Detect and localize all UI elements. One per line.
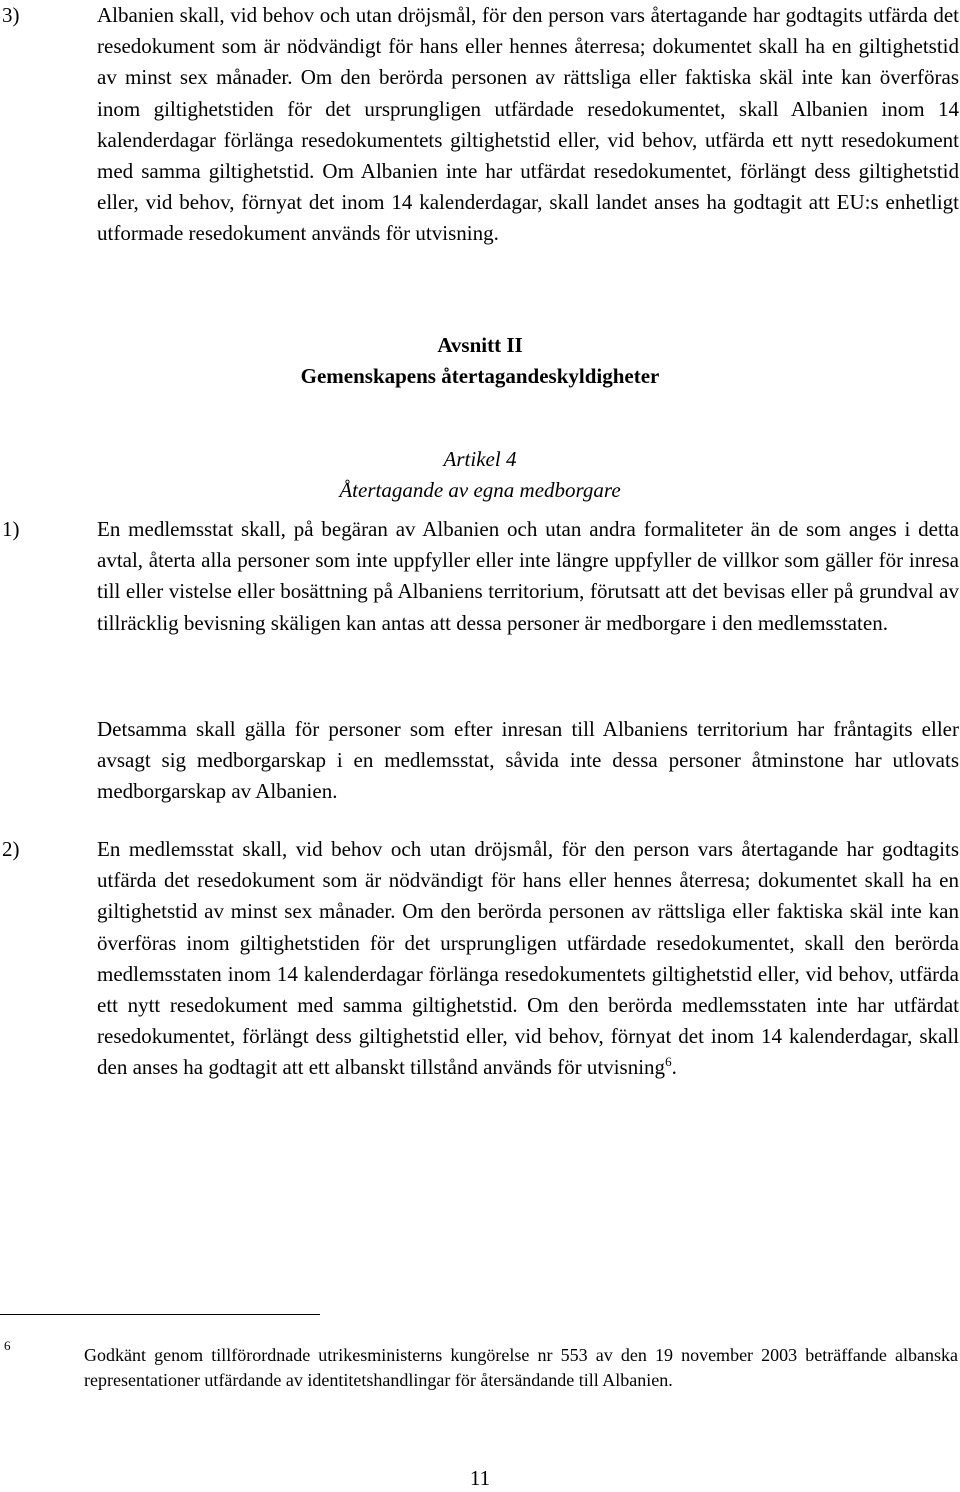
article-subtitle: Återtagande av egna medborgare <box>339 478 621 502</box>
item-number: 2) <box>2 837 20 861</box>
item-text-body: En medlemsstat skall, vid behov och utan dröjsmål, för den person vars återtagande har godtagits utfärda det resedokument som är nödvändigt för hans eller hennes återresa; dokumentet skall ha en giltighetstid av minst sex månader. Om den berörda personen av rättsliga eller faktiska skäl inte kan överföras inom giltighetstiden för det ursprungligen utfärdade resedokumentet, skall den berörda medlemsstaten inom 14 kalenderdagar förlänga resedokumentets giltighetstid eller, vid behov, utfärda ett nytt resedokument med samma giltighetstid. Om den berörda medlemsstaten inte har utfärdat resedokumentet, förlängt dess giltighetstid eller, vid behov, förnyat det inom 14 kalenderdagar, skall den anses ha godtagit att ett albanskt tillstånd används för utvisning <box>97 837 959 1080</box>
item-number: 3) <box>2 3 20 27</box>
item-text-end: . <box>671 1055 677 1080</box>
article-title: Artikel 4 <box>443 447 517 471</box>
footnote-number: 6 <box>4 1338 11 1353</box>
item-number: 1) <box>2 517 20 541</box>
item-text <box>97 834 959 1084</box>
item-text-2: Detsamma skall gälla för personer som efter inresan till Albaniens territorium har fråntagits eller avsagt sig medborgarskap i en medlemsstat, såvida inte dessa personer åtminstone har utlovats medborgarskap av Albanien. <box>97 717 959 804</box>
footnote-divider <box>0 1314 320 1315</box>
section-title: Avsnitt II <box>437 333 523 357</box>
section-subtitle: Gemenskapens återtagandeskyldigheter <box>300 364 660 388</box>
item-text: Albanien skall, vid behov och utan dröjsmål, för den person vars återtagande har godtagits utfärda det resedokument som är nödvändigt för hans eller hennes återresa; dokumentet skall ha en giltighetstid av minst sex månader. Om den berörda personen av rättsliga eller faktiska skäl inte kan överföras inom giltighetstiden för det ursprungligen utfärdade resedokumentet, skall Albanien inom 14 kalenderdagar förlänga resedokumentets giltighetstid eller, vid behov, utfärda ett nytt resedokument med samma giltighetstid. Om Albanien inte har utfärdat resedokumentet, förlängt dess giltighetstid eller, vid behov, förnyat det inom 14 kalenderdagar, skall landet anses ha godtagit att EU:s enhetligt utformade resedokument används för utvisning. <box>97 3 959 246</box>
footnote-text: Godkänt genom tillförordnade utrikesministerns kungörelse nr 553 av den 19 november 2003 beträffande albanska representationer utfärdande av identitetshandlingar för återsändande till Albanien. <box>84 1345 958 1390</box>
page-number: 11 <box>469 1466 491 1490</box>
item-text: En medlemsstat skall, på begäran av Albanien och utan andra formaliteter än de som anges i detta avtal, återta alla personer som inte uppfyller eller inte längre uppfyller de villkor som gäller för inresa till eller vistelse eller bosättning på Albaniens territorium, förutsatt att det bevisas eller på grundval av tillräcklig bevisning skäligen kan antas att dessa personer är medborgare i den medlemsstaten. <box>97 517 959 635</box>
footnote-reference[interactable]: 6 <box>665 1054 672 1070</box>
